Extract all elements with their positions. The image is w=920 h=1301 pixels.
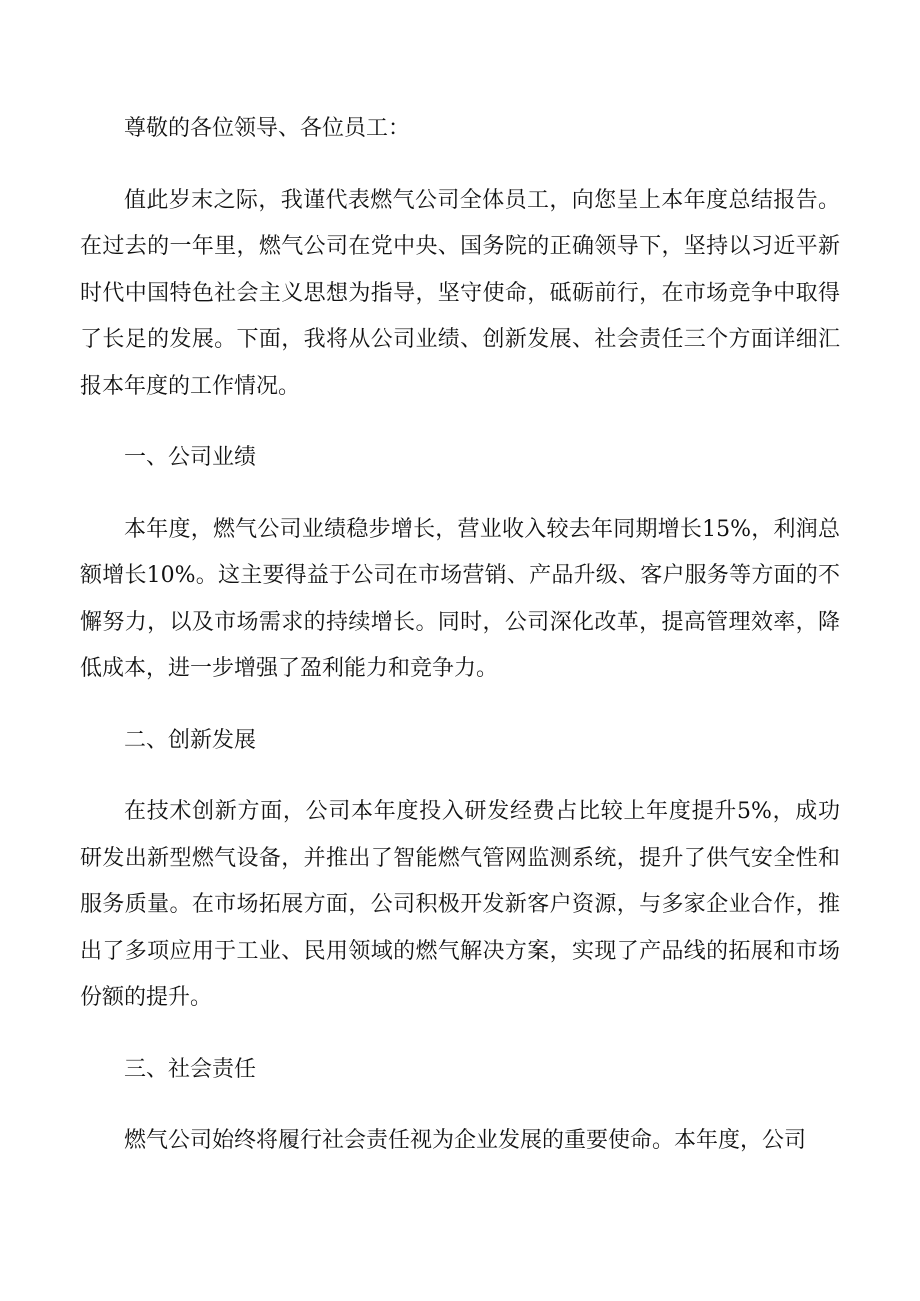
section-heading-performance: 一、公司业绩 xyxy=(124,445,257,470)
section-body-innovation: 在技术创新方面，公司本年度投入研发经费占比较上年度提升5%，成功研发出新型燃气设备，并推出了智能燃气管网监测系统，提升了供气安全性和服务质量。在市场拓展方面，公司积极开发新客户资源，与多家企业合作，推出了多项应用于工业、民用领域的燃气解决方案，实现了产品线的拓展和市场份额的提升。 xyxy=(80,799,840,1010)
section-body-performance: 本年度，燃气公司业绩稳步增长，营业收入较去年同期增长15%，利润总额增长10%。这主要得益于公司在市场营销、产品升级、客户服务等方面的不懈努力，以及市场需求的持续增长。同时，公司深化改革，提高管理效率，降低成本，进一步增强了盈利能力和竞争力。 xyxy=(80,516,840,681)
section-heading-innovation: 二、创新发展 xyxy=(124,727,257,753)
document-body xyxy=(80,106,840,1190)
section-heading-social-responsibility: 三、社会责任 xyxy=(124,1056,257,1082)
section-body-social-responsibility: 燃气公司始终将履行社会责任视为企业发展的重要使命。本年度，公司 xyxy=(124,1128,807,1153)
salutation: 尊敬的各位领导、各位员工： xyxy=(124,116,411,141)
intro-paragraph: 值此岁末之际，我谨代表燃气公司全体员工，向您呈上本年度总结报告。在过去的一年里，燃气公司在党中央、国务院的正确领导下，坚持以习近平新时代中国特色社会主义思想为指导，坚守使命，砥砺前行，在市场竞争中取得了长足的发展。下面，我将从公司业绩、创新发展、社会责任三个方面详细汇报本年度的工作情况。 xyxy=(80,187,840,399)
